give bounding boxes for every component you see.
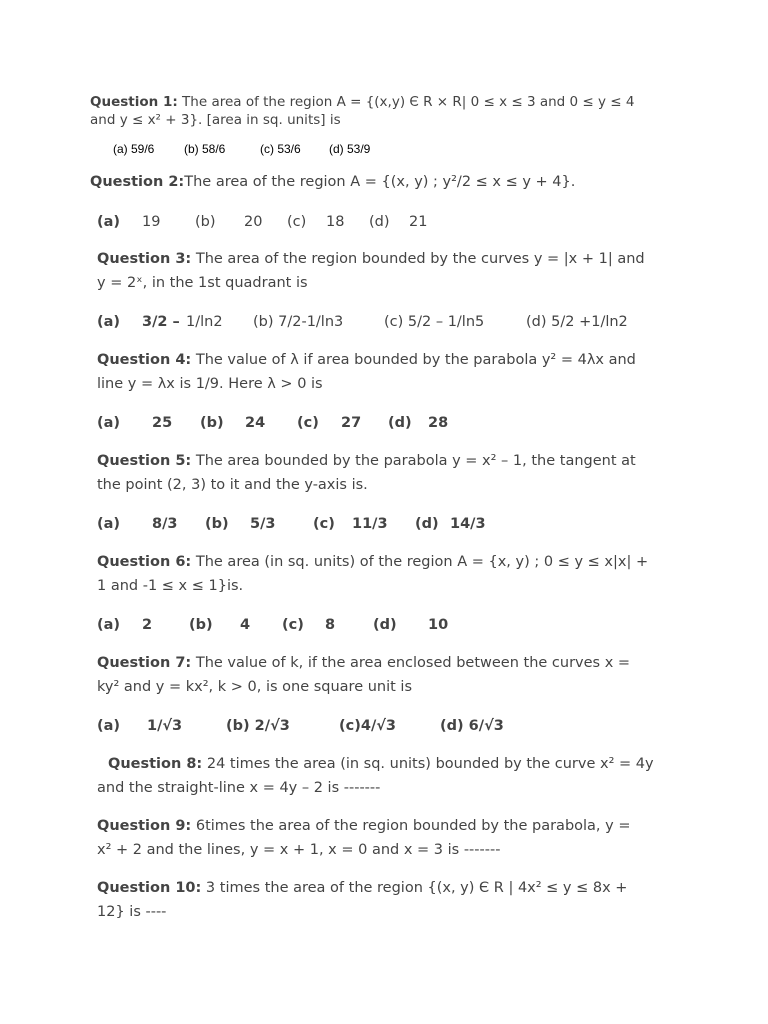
question-label: Question 6: xyxy=(97,554,192,570)
question-text: 3 times the area of the region {(x, y) Є R | 4x² ≤ y ≤ 8x + xyxy=(201,880,628,896)
option-d-label: (d) xyxy=(369,214,390,230)
option-a-label: (a) xyxy=(97,718,121,734)
option-d-value: 14/3 xyxy=(450,516,486,532)
question-4-options xyxy=(97,413,497,433)
question-label: Question 8: xyxy=(108,756,203,772)
question-text: The area bounded by the parabola y = x² – 1, the tangent at xyxy=(191,453,636,469)
option-b-label: (b) xyxy=(205,516,229,532)
option-c-label: (c) xyxy=(313,516,335,532)
question-8 xyxy=(97,753,654,800)
question-label: Question 3: xyxy=(97,251,192,267)
option-c: (c) 53/6 xyxy=(260,142,301,156)
question-7 xyxy=(97,652,630,699)
option-c-label: (c) xyxy=(297,415,319,431)
option-d-value: 21 xyxy=(409,214,428,230)
option-b: (b) 58/6 xyxy=(184,142,226,156)
question-6 xyxy=(97,551,648,598)
option-a-label: (a) xyxy=(97,415,121,431)
question-text: The area of the region A = {(x,y) Є R × R| 0 ≤ x ≤ 3 and 0 ≤ y ≤ 4 xyxy=(177,94,635,110)
question-5-options xyxy=(97,514,517,534)
question-text: and the straight-line x = 4y – 2 is ------- xyxy=(97,779,381,796)
option-b-label: (b) xyxy=(189,617,213,633)
option-d-label: (d) xyxy=(373,617,397,633)
option-b-label: (b) xyxy=(195,214,216,230)
question-text: The value of λ if area bounded by the parabola y² = 4λx and xyxy=(191,352,636,368)
question-label: Question 4: xyxy=(97,352,192,368)
option-d: (d) 53/9 xyxy=(329,142,371,156)
question-text: the point (2, 3) to it and the y-axis is. xyxy=(97,476,368,493)
option-d-label: (d) xyxy=(388,415,412,431)
option-a-value-part: 1/ln2 xyxy=(186,314,223,330)
option-d: (d) 5/2 +1/ln2 xyxy=(526,314,628,330)
option-a-label: (a) xyxy=(97,214,121,230)
question-text: 24 times the area (in sq. units) bounded by the curve x² = 4y xyxy=(202,756,654,772)
question-label: Question 10: xyxy=(97,880,202,896)
question-text: The area (in sq. units) of the region A = {x, y) ; 0 ≤ y ≤ x|x| + xyxy=(191,554,649,570)
option-a: (a) 59/6 xyxy=(113,142,155,156)
option-c-value: 27 xyxy=(341,415,362,431)
option-d-value: 28 xyxy=(428,415,449,431)
option-a-label: (a) xyxy=(97,617,121,633)
question-2 xyxy=(90,171,575,195)
option-c-value: 18 xyxy=(326,214,345,230)
option-a-label: (a) xyxy=(97,516,121,532)
option-a-value-part: 3/2 – xyxy=(142,314,180,330)
option-b-value: 4 xyxy=(240,617,251,633)
question-7-options xyxy=(97,716,537,736)
question-3-options xyxy=(97,312,657,332)
option-a-value: 19 xyxy=(142,214,161,230)
option-d-label: (d) xyxy=(415,516,439,532)
question-text: and y ≤ x² + 3}. [area in sq. units] is xyxy=(90,112,341,128)
question-label: Question 2: xyxy=(90,174,185,190)
option-c-label: (c) xyxy=(282,617,304,633)
question-5 xyxy=(97,450,636,497)
option-b: (b) 7/2-1/ln3 xyxy=(253,314,344,330)
option-c: (c)4/√3 xyxy=(339,718,396,734)
question-3 xyxy=(97,248,645,295)
question-1 xyxy=(90,93,635,129)
option-b-label: (b) xyxy=(200,415,224,431)
question-text: The area of the region bounded by the curves y = |x + 1| and xyxy=(191,251,645,267)
question-text: y = 2ˣ, in the 1st quadrant is xyxy=(97,274,308,291)
option-a-value: 1/√3 xyxy=(147,718,183,734)
option-a-value: 2 xyxy=(142,617,153,633)
question-label: Question 9: xyxy=(97,818,192,834)
option-a-value: 8/3 xyxy=(152,516,178,532)
question-text: x² + 2 and the lines, y = x + 1, x = 0 and x = 3 is ------- xyxy=(97,841,501,858)
question-4 xyxy=(97,349,636,396)
question-1-options xyxy=(113,139,413,159)
question-9 xyxy=(97,815,631,862)
question-2-options xyxy=(97,212,497,232)
option-d: (d) 6/√3 xyxy=(440,718,504,734)
question-text: line y = λx is 1/9. Here λ > 0 is xyxy=(97,375,323,392)
question-label: Question 5: xyxy=(97,453,192,469)
question-text: 6times the area of the region bounded by the parabola, y = xyxy=(191,818,631,834)
question-text: 1 and -1 ≤ x ≤ 1}is. xyxy=(97,577,244,594)
question-text: ky² and y = kx², k > 0, is one square unit is xyxy=(97,678,413,695)
option-c: (c) 5/2 – 1/ln5 xyxy=(384,314,485,330)
option-c-value: 11/3 xyxy=(352,516,388,532)
option-c-label: (c) xyxy=(287,214,307,230)
option-d-value: 10 xyxy=(428,617,449,633)
question-6-options xyxy=(97,615,497,635)
option-c-value: 8 xyxy=(325,617,336,633)
option-a-value: 25 xyxy=(152,415,173,431)
option-b-value: 5/3 xyxy=(250,516,276,532)
question-text: The value of k, if the area enclosed between the curves x = xyxy=(191,655,631,671)
option-b-value: 24 xyxy=(245,415,266,431)
option-b: (b) 2/√3 xyxy=(226,718,290,734)
question-label: Question 7: xyxy=(97,655,192,671)
question-text: The area of the region A = {(x, y) ; y²/2 ≤ x ≤ y + 4}. xyxy=(184,174,576,190)
option-a-label: (a) xyxy=(97,314,121,330)
option-b-value: 20 xyxy=(244,214,263,230)
question-10 xyxy=(97,877,627,924)
question-text: 12} is ---- xyxy=(97,903,167,920)
question-label: Question 1: xyxy=(90,94,178,110)
